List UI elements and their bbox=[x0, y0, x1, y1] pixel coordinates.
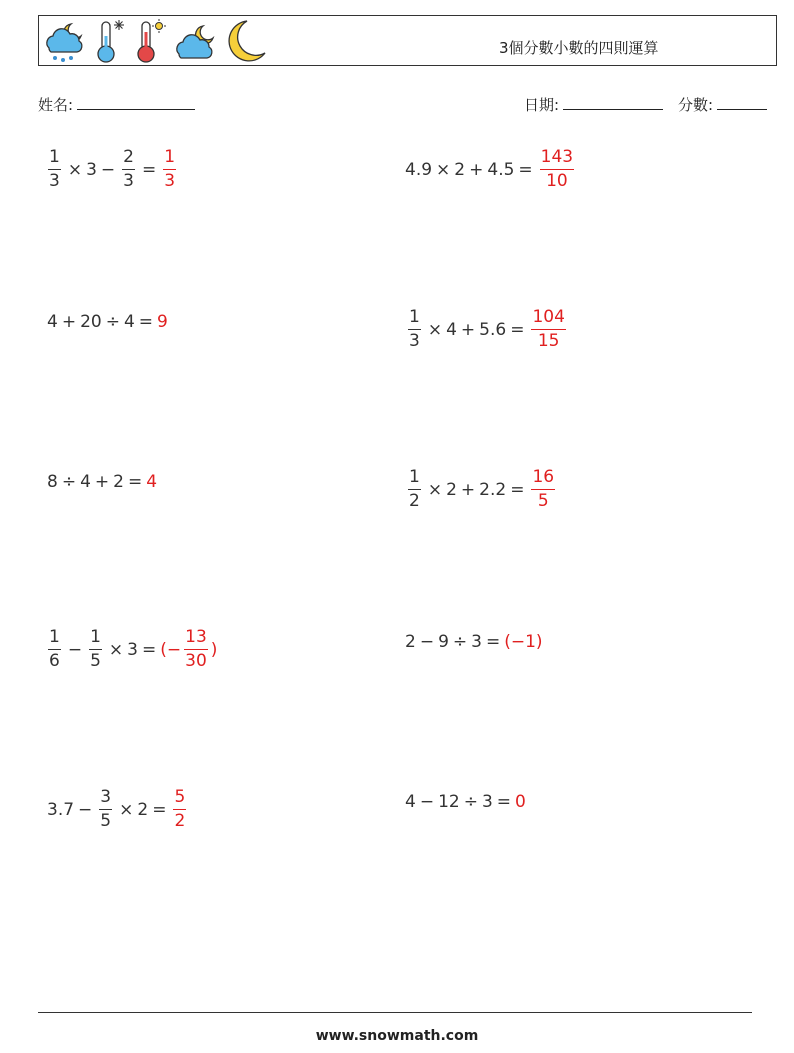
problem-1 bbox=[45, 149, 179, 190]
denominator: 3 bbox=[49, 171, 60, 191]
problem-10 bbox=[405, 792, 526, 812]
footer-divider bbox=[38, 1012, 752, 1013]
operand: 2.2 bbox=[479, 479, 507, 500]
equals-sign: = bbox=[510, 319, 525, 340]
equals-sign: = bbox=[485, 632, 501, 652]
operand: 4 bbox=[47, 312, 58, 332]
name-field bbox=[38, 94, 195, 115]
problem-8 bbox=[405, 632, 543, 652]
fraction bbox=[408, 469, 421, 510]
operator: − bbox=[78, 799, 93, 820]
minus-sign: − bbox=[166, 639, 182, 660]
answer bbox=[528, 469, 558, 510]
fraction bbox=[408, 309, 421, 350]
operand: 4 bbox=[405, 792, 416, 812]
operand: 3 bbox=[127, 639, 138, 660]
operand: 3 bbox=[471, 632, 482, 652]
equals-sign: = bbox=[127, 472, 143, 492]
operator: × bbox=[119, 799, 134, 820]
worksheet-title: 3個分數小數的四則運算 bbox=[499, 39, 659, 57]
footer-url[interactable]: www.snowmath.com bbox=[315, 1028, 479, 1044]
numerator: 1 bbox=[408, 469, 421, 490]
date-field bbox=[524, 94, 663, 115]
denominator: 3 bbox=[409, 331, 420, 351]
operator: − bbox=[419, 632, 435, 652]
operand: 9 bbox=[438, 632, 449, 652]
numerator: 104 bbox=[531, 309, 565, 330]
problem-9 bbox=[47, 789, 189, 830]
denominator: 30 bbox=[185, 651, 207, 671]
hot-thermometer-icon bbox=[133, 18, 167, 64]
operand: 5.6 bbox=[479, 319, 507, 340]
operator: ÷ bbox=[463, 792, 478, 812]
numerator: 1 bbox=[89, 629, 102, 650]
problem-6 bbox=[405, 469, 558, 510]
equals-sign: = bbox=[141, 159, 157, 180]
answer bbox=[170, 789, 189, 830]
operator: + bbox=[94, 472, 110, 492]
answer: 4 bbox=[146, 472, 158, 492]
right-paren: ) bbox=[210, 639, 218, 660]
score-label: 分數: bbox=[678, 96, 714, 114]
operator: × bbox=[67, 159, 83, 180]
operator: + bbox=[460, 319, 476, 340]
denominator: 3 bbox=[123, 171, 134, 191]
fraction bbox=[122, 149, 135, 190]
operand: 3 bbox=[86, 159, 97, 180]
answer bbox=[537, 149, 577, 190]
operator: − bbox=[100, 159, 116, 180]
numerator: 13 bbox=[184, 629, 208, 650]
numerator: 2 bbox=[122, 149, 135, 170]
operator: + bbox=[61, 312, 77, 332]
operator: − bbox=[67, 639, 83, 660]
cloud-moon-icon bbox=[173, 18, 219, 64]
operand: 4 bbox=[446, 319, 457, 340]
equals-sign: = bbox=[138, 312, 154, 332]
worksheet-header bbox=[38, 15, 777, 66]
date-label: 日期: bbox=[524, 96, 560, 114]
equals-sign: = bbox=[510, 479, 525, 500]
answer: 0 bbox=[515, 792, 526, 812]
name-blank[interactable] bbox=[77, 95, 195, 110]
problem-5 bbox=[47, 472, 157, 492]
weather-icons bbox=[41, 18, 273, 64]
fraction bbox=[48, 149, 61, 190]
operand: 2 bbox=[137, 799, 149, 820]
operator: × bbox=[108, 639, 124, 660]
crescent-moon-icon bbox=[225, 18, 267, 64]
operator: ÷ bbox=[105, 312, 120, 332]
equals-sign: = bbox=[496, 792, 512, 812]
operand: 12 bbox=[438, 792, 460, 812]
denominator: 10 bbox=[546, 171, 568, 191]
denominator: 5 bbox=[100, 811, 112, 831]
equals-sign: = bbox=[518, 159, 533, 180]
numerator: 1 bbox=[408, 309, 421, 330]
denominator: 5 bbox=[90, 651, 101, 671]
operand: 4 bbox=[123, 312, 135, 332]
score-blank[interactable] bbox=[717, 95, 767, 110]
operator: × bbox=[427, 319, 443, 340]
denominator: 2 bbox=[409, 491, 420, 511]
answer: (−1) bbox=[504, 632, 543, 652]
numerator: 1 bbox=[48, 149, 61, 170]
numerator: 3 bbox=[99, 789, 112, 810]
equals-sign: = bbox=[141, 639, 157, 660]
numerator: 5 bbox=[173, 789, 186, 810]
problem-4 bbox=[405, 309, 569, 350]
denominator: 3 bbox=[164, 171, 176, 191]
operand: 4.9 bbox=[405, 159, 433, 180]
operand: 8 bbox=[47, 472, 58, 492]
answer bbox=[160, 149, 179, 190]
operator: − bbox=[419, 792, 435, 812]
fraction bbox=[48, 629, 61, 670]
operator: × bbox=[427, 479, 443, 500]
operator: + bbox=[469, 159, 484, 180]
operator: + bbox=[460, 479, 476, 500]
cloud-moon-rain-icon bbox=[41, 18, 87, 64]
numerator: 143 bbox=[540, 149, 574, 170]
operand: 2 bbox=[446, 479, 457, 500]
denominator: 15 bbox=[537, 331, 560, 351]
operator: ÷ bbox=[452, 632, 468, 652]
problem-3 bbox=[47, 312, 168, 332]
fraction bbox=[99, 789, 112, 830]
date-blank[interactable] bbox=[563, 95, 663, 110]
operand: 2 bbox=[405, 632, 416, 652]
operand: 2 bbox=[454, 159, 466, 180]
denominator: 6 bbox=[49, 651, 60, 671]
numerator: 1 bbox=[48, 629, 61, 650]
answer bbox=[160, 629, 217, 670]
operand: 2 bbox=[113, 472, 124, 492]
equals-sign: = bbox=[152, 799, 167, 820]
answer: 9 bbox=[157, 312, 168, 332]
fraction bbox=[89, 629, 102, 670]
operand: 20 bbox=[80, 312, 102, 332]
operand: 4.5 bbox=[487, 159, 515, 180]
numerator: 16 bbox=[531, 469, 555, 490]
cold-thermometer-icon bbox=[93, 18, 127, 64]
name-label: 姓名: bbox=[38, 96, 74, 114]
left-paren: ( bbox=[160, 639, 167, 660]
denominator: 2 bbox=[174, 811, 186, 831]
operator: × bbox=[436, 159, 451, 180]
operand: 3 bbox=[481, 792, 493, 812]
score-field bbox=[678, 94, 767, 115]
operand: 4 bbox=[80, 472, 91, 492]
operand: 3.7 bbox=[47, 799, 75, 820]
numerator: 1 bbox=[163, 149, 176, 170]
problem-2 bbox=[405, 149, 577, 190]
answer bbox=[528, 309, 568, 350]
denominator: 5 bbox=[537, 491, 549, 511]
problem-7 bbox=[45, 629, 217, 670]
operator: ÷ bbox=[61, 472, 77, 492]
